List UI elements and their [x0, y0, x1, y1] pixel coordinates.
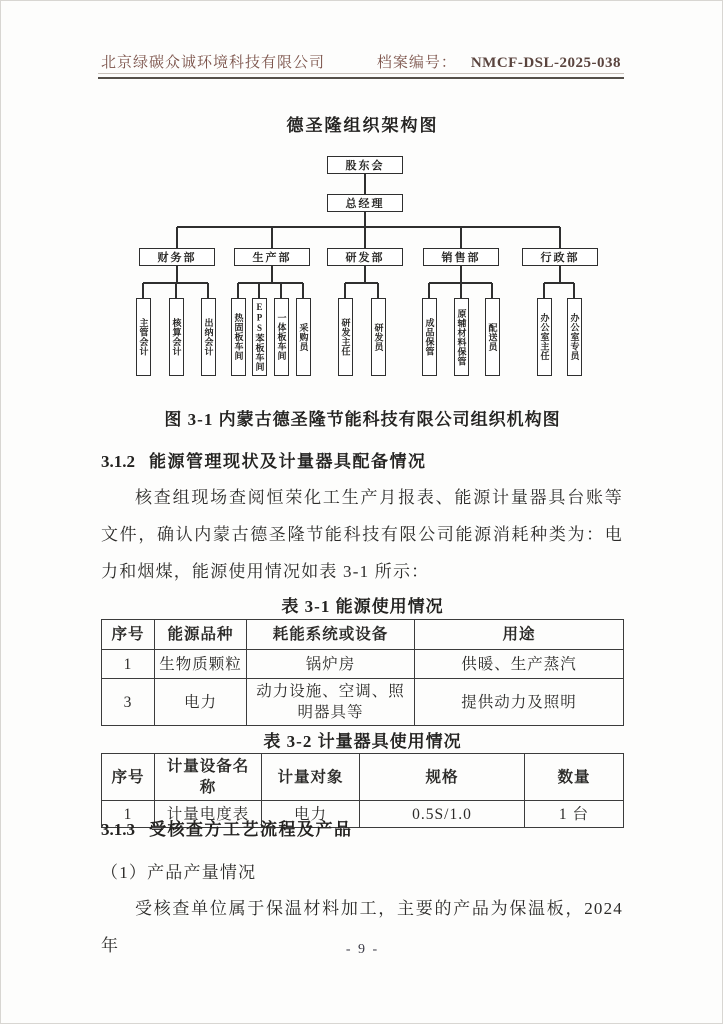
section-number: 3.1.2: [101, 452, 135, 471]
connector-line: [364, 227, 366, 248]
org-node-position: 研发员: [371, 298, 386, 376]
connector-line: [364, 266, 366, 283]
connector-line: [543, 283, 545, 298]
org-node-position: 采购员: [296, 298, 311, 376]
connector-line: [271, 266, 273, 283]
table-cell: 动力设施、空调、照明器具等: [247, 679, 415, 726]
archive-number-group: [377, 51, 621, 72]
org-node-position: 研发主任: [338, 298, 353, 376]
header-divider: [98, 73, 624, 79]
org-node-position: 成品保管: [422, 298, 437, 376]
section-title: 能源管理现状及计量器具配备情况: [149, 452, 427, 471]
org-chart-diagram: [98, 149, 624, 381]
table-32-title: 表 3-2 计量器具使用情况: [263, 732, 462, 751]
org-node-position: 热固板车间: [231, 298, 246, 376]
org-node-department: 销售部: [423, 248, 499, 266]
connector-line: [460, 266, 462, 283]
table-header-cell: 耗能系统或设备: [247, 620, 415, 650]
org-chart-title: 德圣隆组织架构图: [286, 116, 439, 135]
connector-line: [559, 266, 561, 283]
org-node-department: 财务部: [139, 248, 215, 266]
connector-line: [207, 283, 209, 298]
table-header-cell: 数量: [525, 754, 624, 801]
table-header-cell: 用途: [415, 620, 624, 650]
connector-line: [344, 283, 346, 298]
section-number: 3.1.3: [101, 820, 135, 839]
connector-line: [364, 174, 366, 194]
page-number: - 9 -: [345, 942, 380, 957]
connector-line: [460, 283, 462, 298]
table-cell: 1 台: [525, 801, 624, 828]
connector-line: [237, 283, 239, 298]
table-row: [102, 679, 624, 726]
org-node-position: 核算会计: [169, 298, 184, 376]
connector-line: [302, 283, 304, 298]
connector-line: [258, 283, 260, 298]
company-name: 北京绿碳众诚环境科技有限公司: [101, 55, 326, 71]
table-header-cell: 能源品种: [155, 620, 247, 650]
table-row: [102, 650, 624, 679]
table-cell: 电力: [262, 801, 360, 828]
figure-caption: 图 3-1 内蒙古德圣隆节能科技有限公司组织机构图: [164, 410, 561, 429]
connector-line: [345, 282, 378, 284]
section-heading-313: [101, 815, 623, 840]
connector-line: [175, 283, 177, 298]
section-heading-312: [101, 447, 623, 472]
org-node-position: 原辅材料保管: [454, 298, 469, 376]
table-cell: 0.5S/1.0: [360, 801, 525, 828]
table-cell: 3: [102, 679, 155, 726]
org-node-root: 股东会: [327, 156, 403, 174]
connector-line: [142, 283, 144, 298]
org-node-position: 办公室主任: [537, 298, 552, 376]
connector-line: [491, 283, 493, 298]
connector-line: [280, 283, 282, 298]
org-node-department: 研发部: [327, 248, 403, 266]
connector-line: [559, 227, 561, 248]
connector-line: [544, 282, 574, 284]
table-header-cell: 计量对象: [262, 754, 360, 801]
connector-line: [271, 227, 273, 248]
section-title: 受核查方工艺流程及产品: [149, 820, 353, 839]
org-node-department: 生产部: [234, 248, 310, 266]
table-cell: 1: [102, 801, 155, 828]
table-cell: 生物质颗粒: [155, 650, 247, 679]
table-cell: 锅炉房: [247, 650, 415, 679]
org-node-position: 办公室专员: [567, 298, 582, 376]
connector-line: [377, 283, 379, 298]
org-node-department: 行政部: [522, 248, 598, 266]
connector-line: [460, 227, 462, 248]
archive-label: 档案编号：: [376, 55, 457, 71]
subsection-label: （1）产品产量情况: [101, 863, 257, 882]
table-header-cell: 序号: [102, 620, 155, 650]
archive-number: NMCF-DSL-2025-038: [470, 55, 621, 71]
table-header-cell: 规格: [360, 754, 525, 801]
paragraph-energy-types: 核查组现场查阅恒荣化工生产月报表、能源计量器具台账等文件，确认内蒙古德圣隆节能科技有限公司能源消耗种类为：电力和烟煤，能源使用情况如表 3-1 所示：: [101, 488, 623, 581]
connector-line: [573, 283, 575, 298]
org-node-position: 一体板车间: [274, 298, 289, 376]
connector-line: [177, 226, 560, 228]
table-cell: 计量电度表: [155, 801, 262, 828]
connector-line: [364, 212, 366, 227]
paragraph-products: 受核查单位属于保温材料加工，主要的产品为保温板，2024 年: [101, 899, 623, 955]
table-cell: 电力: [155, 679, 247, 726]
org-node-position: 配送员: [485, 298, 500, 376]
energy-usage-table: [101, 619, 624, 726]
connector-line: [176, 227, 178, 248]
page-header: [101, 51, 621, 72]
table-31-title: 表 3-1 能源使用情况: [281, 597, 444, 616]
org-node-manager: 总经理: [327, 194, 403, 212]
table-cell: 提供动力及照明: [415, 679, 624, 726]
table-header-cell: 序号: [102, 754, 155, 801]
connector-line: [238, 282, 303, 284]
connector-line: [176, 266, 178, 283]
org-node-position: 主管会计: [136, 298, 151, 376]
org-node-position: EPS苯板车间: [252, 298, 267, 376]
org-node-position: 出纳会计: [201, 298, 216, 376]
table-cell: 供暖、生产蒸汽: [415, 650, 624, 679]
table-header-cell: 计量设备名称: [155, 754, 262, 801]
connector-line: [428, 283, 430, 298]
table-cell: 1: [102, 650, 155, 679]
